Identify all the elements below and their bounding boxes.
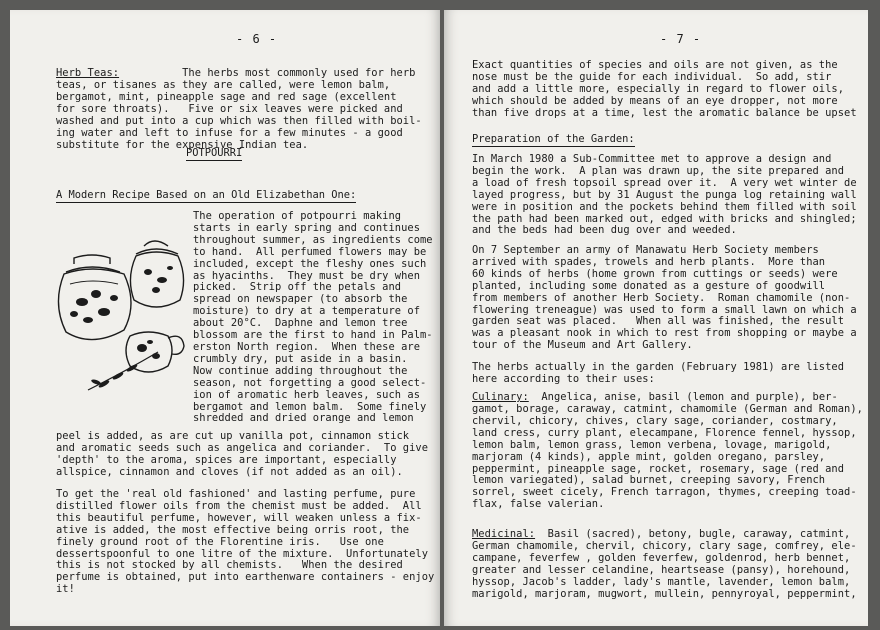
recipe-wrapped-paragraph: The operation of potpourri making starts in early spring and continues throughout summer, as ingredients come to hand. All perfumed flowers may be included, except the fleshy ones such as hyacinths. They must be dry when picked. Strip off the petals and spread on newspaper (to absorb the moisture) to dry at a temperature of about 20°C. Daphne and lemon tree blossom are the first to hand in Palm- erston North region. When these are crumbly dry, put aside in a basin. Now continue adding throughout the season, not forgetting a good select- ion of aromatic herb leaves, such as bergamot and lemon balm. Some finely shredded and dried orange and lemon	[193, 210, 433, 425]
page-number-6: - 6 -	[236, 32, 278, 46]
garden-paragraph-1: In March 1980 a Sub-Committee met to approve a design and begin the work. A plan was drawn up, the site prepared and a load of fresh topsoil spread over it. A very wet winter de layed progress, but by 31 August the punga log retaining wall were in position and the pockets behind them filled with soil the path had been marked out, edged with bricks and shingled; and the beds had been dug over and weeded.	[472, 153, 857, 237]
culinary-label: Culinary:	[472, 391, 529, 403]
herb-teas-paragraph: teas, or tisanes as they are called, were lemon balm, bergamot, mint, pineapple sage and red sage (excellent for sore throats). Five or six leaves were picked and washed and put into a cup which was then filled with boil- ing water and left to infuse for a few minutes - a good substitute for the expensive Indian tea.	[56, 79, 422, 151]
garden-heading: Preparation of the Garden:	[472, 133, 635, 145]
intro-paragraph: Exact quantities of species and oils are not given, as the nose must be the guide for each individual. So add, stir and add a little more, especially in regard to flower oils, which should be added by means of an eye dropper, not more than five drops at a time, lest the aromatic balance be upset	[472, 59, 857, 119]
culinary-list: gamot, borage, caraway, catmint, chamomile (German and Roman), chervil, chicory, chives, clary sage, coriander, costmary, land cress, curry plant, elecampane, Florence fennel, hyssop, lemon balm, lemon grass, lemon verbena, lovage, marigold, marjoram (4 kinds), apple mint, golden oregano, parsley, peppermint, pineapple sage, rocket, rosemary, sage (red and lemon variegated), salad burnet, creeping savory, French sorrel, sweet cicely, French tarragon, thymes, creeping toad- flax, false valerian.	[472, 403, 863, 511]
recipe-heading: A Modern Recipe Based on an Old Elizabethan One:	[56, 189, 357, 201]
herb-teas-first-line: Herb Teas: The herbs most commonly used for herb	[56, 67, 416, 79]
right-page	[444, 10, 868, 626]
garden-paragraph-3: The herbs actually in the garden (February 1981) are listed here according to their uses:	[472, 361, 845, 385]
recipe-continued-paragraph: peel is added, as are cut up vanilla pot, cinnamon stick and aromatic seeds such as angelica and coriander. To give 'depth' to the aroma, spices are important, especially allspice, cinnamon and cloves (if not added as an oil).	[56, 430, 429, 478]
left-page	[10, 10, 440, 626]
culinary-first-line: Culinary: Angelica, anise, basil (lemon and purple), ber-	[472, 391, 838, 403]
page-number-7: - 7 -	[660, 32, 702, 46]
medicinal-list: German chamomile, chervil, chicory, clary sage, comfrey, ele- campane, feverfew , golden feverfew, goldenrod, herb bennet, greater and lesser celandine, heartsease (pansy), horehound, hyssop, Jacob's ladder, lady's mantle, lavender, lemon balm, marigold, marjoram, mugwort, mullein, pennyroyal, peppermint,	[472, 540, 857, 600]
recipe-final-paragraph: To get the 'real old fashioned' and lasting perfume, pure distilled flower oils from the chemist must be added. All this beautiful perfume, however, will weaken unless a fix- ative is added, the most effective being orris root, the finely ground root of the Florentine iris. Use one dessertspoonful to one litre of the mixture. Unfortunately this is not stocked by all chemists. When the desired perfume is obtained, put into earthenware containers - enjoy it!	[56, 488, 435, 596]
medicinal-label: Medicinal:	[472, 528, 536, 540]
herb-teas-label: Herb Teas:	[56, 67, 120, 79]
potpourri-heading: POTPOURRI	[186, 147, 243, 159]
garden-paragraph-2: On 7 September an army of Manawatu Herb Society members arrived with spades, trowels and herb plants. More than 60 kinds of herbs (home grown from cuttings or seeds) were planted, including some donated as a gesture of goodwill from members of another Herb Society. Roman chamomile (non- flowering treneague) was used to form a small lawn on which a garden seat was placed. When all was finished, the result was a pleasant nook in which to rest from shopping or maybe a tour of the Museum and Art Gallery.	[472, 244, 857, 352]
medicinal-first-line: Medicinal: Basil (sacred), betony, bugle, caraway, catmint,	[472, 528, 851, 540]
potpourri-jars-illustration	[44, 232, 194, 404]
